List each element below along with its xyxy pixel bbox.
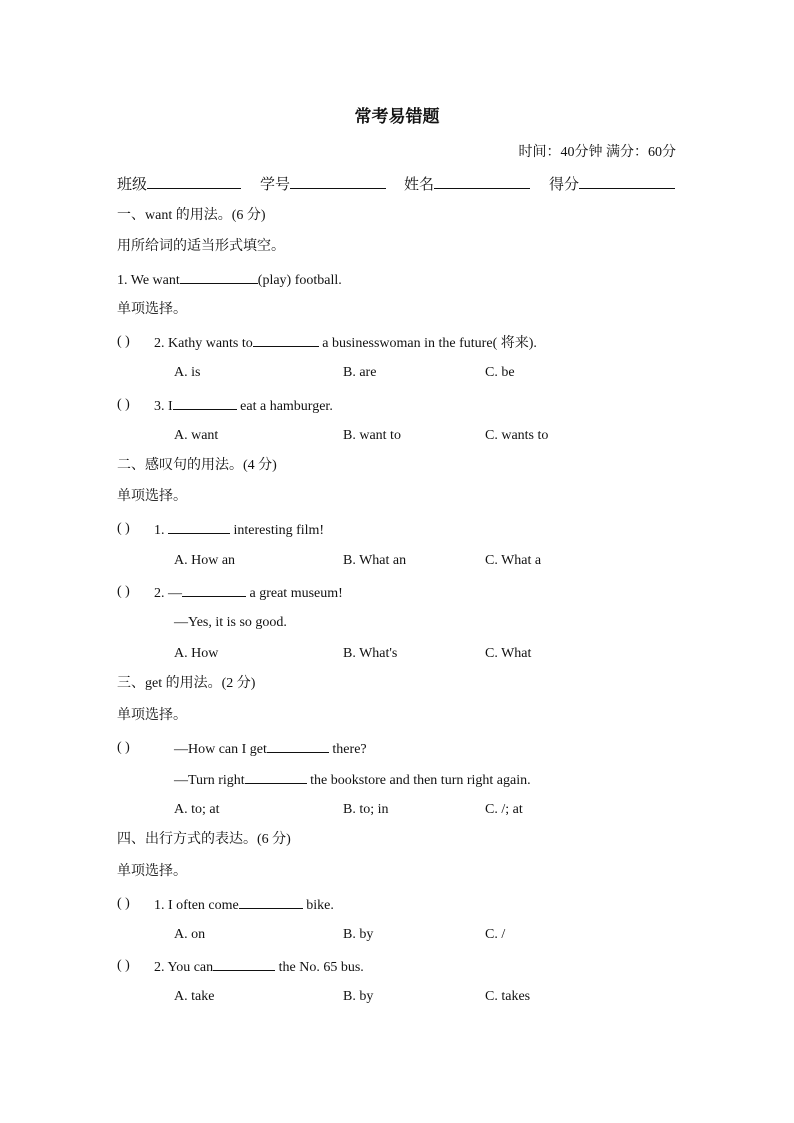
question-4-2 bbox=[154, 957, 364, 977]
answer-parentheses[interactable]: ( ) bbox=[117, 740, 130, 755]
question-text: —Turn right bbox=[174, 773, 245, 788]
section-heading: 一、want 的用法。(6 分) bbox=[117, 208, 266, 223]
answer-blank[interactable] bbox=[267, 739, 329, 753]
section-instruction: 用所给词的适当形式填空。 bbox=[117, 239, 285, 254]
question-text: a great museum! bbox=[246, 586, 343, 601]
score-field bbox=[549, 174, 675, 194]
answer-blank[interactable] bbox=[239, 895, 303, 909]
option-b[interactable]: B. want to bbox=[343, 428, 401, 443]
reply-text bbox=[174, 770, 531, 790]
question-text: 2. You can bbox=[154, 960, 214, 975]
name-field bbox=[404, 174, 530, 194]
answer-blank[interactable] bbox=[182, 583, 246, 597]
time-info: 时间：40分钟 满分：60分 bbox=[518, 145, 676, 160]
number-label: 学号 bbox=[260, 177, 291, 193]
question-text: the bookstore and then turn right again. bbox=[306, 773, 531, 788]
name-blank[interactable] bbox=[434, 174, 530, 189]
page-title: 常考易错题 bbox=[354, 107, 440, 126]
option-c[interactable]: C. /; at bbox=[485, 802, 523, 817]
answer-blank[interactable] bbox=[168, 520, 230, 534]
option-a[interactable]: A. on bbox=[174, 927, 206, 942]
question-text: 1. We want bbox=[117, 273, 180, 288]
question-text: interesting film! bbox=[230, 523, 325, 538]
section-heading: 二、感叹句的用法。(4 分) bbox=[117, 458, 277, 473]
answer-parentheses[interactable]: ( ) bbox=[117, 521, 130, 536]
question-text: the No. 65 bus. bbox=[275, 960, 364, 975]
answer-blank[interactable] bbox=[253, 333, 319, 347]
section-heading: 三、get 的用法。(2 分) bbox=[117, 676, 256, 691]
question-2-1 bbox=[154, 520, 324, 540]
question-text: a businesswoman in the future( 将来). bbox=[318, 336, 537, 351]
question-text: —How can I get bbox=[174, 742, 267, 757]
question-text: there? bbox=[328, 742, 367, 757]
question-3-1 bbox=[174, 739, 367, 759]
question-1-2 bbox=[154, 333, 537, 353]
section-instruction: 单项选择。 bbox=[117, 708, 187, 723]
option-c[interactable]: C. / bbox=[485, 927, 506, 942]
question-text: 2. — bbox=[154, 586, 182, 601]
question-text: eat a hamburger. bbox=[236, 399, 333, 414]
number-blank[interactable] bbox=[290, 174, 386, 189]
option-c[interactable]: C. be bbox=[485, 365, 515, 380]
option-b[interactable]: B. by bbox=[343, 927, 374, 942]
answer-blank[interactable] bbox=[180, 270, 258, 284]
option-a[interactable]: A. is bbox=[174, 365, 201, 380]
option-b[interactable]: B. to; in bbox=[343, 802, 389, 817]
number-field bbox=[260, 174, 386, 194]
class-blank[interactable] bbox=[147, 174, 241, 189]
answer-parentheses[interactable]: ( ) bbox=[117, 397, 130, 412]
answer-blank[interactable] bbox=[213, 957, 275, 971]
option-b[interactable]: B. by bbox=[343, 989, 374, 1004]
option-a[interactable]: A. How an bbox=[174, 553, 236, 568]
option-b[interactable]: B. What an bbox=[343, 553, 407, 568]
option-b[interactable]: B. are bbox=[343, 365, 377, 380]
question-text: 3. I bbox=[154, 399, 173, 414]
answer-blank[interactable] bbox=[245, 770, 307, 784]
answer-parentheses[interactable]: ( ) bbox=[117, 958, 130, 973]
name-label: 姓名 bbox=[404, 177, 435, 193]
question-text: bike. bbox=[302, 898, 334, 913]
question-1-1 bbox=[117, 270, 342, 290]
question-text: 1. bbox=[154, 523, 168, 538]
answer-parentheses[interactable]: ( ) bbox=[117, 896, 130, 911]
question-1-3 bbox=[154, 396, 333, 416]
reply-text: —Yes, it is so good. bbox=[174, 615, 287, 630]
section-heading: 四、出行方式的表达。(6 分) bbox=[117, 832, 291, 847]
section-instruction: 单项选择。 bbox=[117, 489, 187, 504]
option-c[interactable]: C. What a bbox=[485, 553, 542, 568]
question-text: 2. Kathy wants to bbox=[154, 336, 253, 351]
section-instruction: 单项选择。 bbox=[117, 864, 187, 879]
score-blank[interactable] bbox=[579, 174, 675, 189]
answer-blank[interactable] bbox=[173, 396, 237, 410]
question-text: 1. I often come bbox=[154, 898, 239, 913]
question-4-1 bbox=[154, 895, 334, 915]
answer-parentheses[interactable]: ( ) bbox=[117, 584, 130, 599]
option-a[interactable]: A. take bbox=[174, 989, 215, 1004]
answer-parentheses[interactable]: ( ) bbox=[117, 334, 130, 349]
question-text: (play) football. bbox=[257, 273, 342, 288]
option-b[interactable]: B. What's bbox=[343, 646, 398, 661]
option-a[interactable]: A. How bbox=[174, 646, 219, 661]
class-label: 班级 bbox=[117, 177, 148, 193]
question-2-2 bbox=[154, 583, 343, 603]
score-label: 得分 bbox=[549, 177, 580, 193]
option-c[interactable]: C. takes bbox=[485, 989, 531, 1004]
class-field bbox=[117, 174, 241, 194]
option-c[interactable]: C. What bbox=[485, 646, 532, 661]
section-instruction: 单项选择。 bbox=[117, 302, 187, 317]
option-c[interactable]: C. wants to bbox=[485, 428, 549, 443]
option-a[interactable]: A. to; at bbox=[174, 802, 220, 817]
option-a[interactable]: A. want bbox=[174, 428, 219, 443]
